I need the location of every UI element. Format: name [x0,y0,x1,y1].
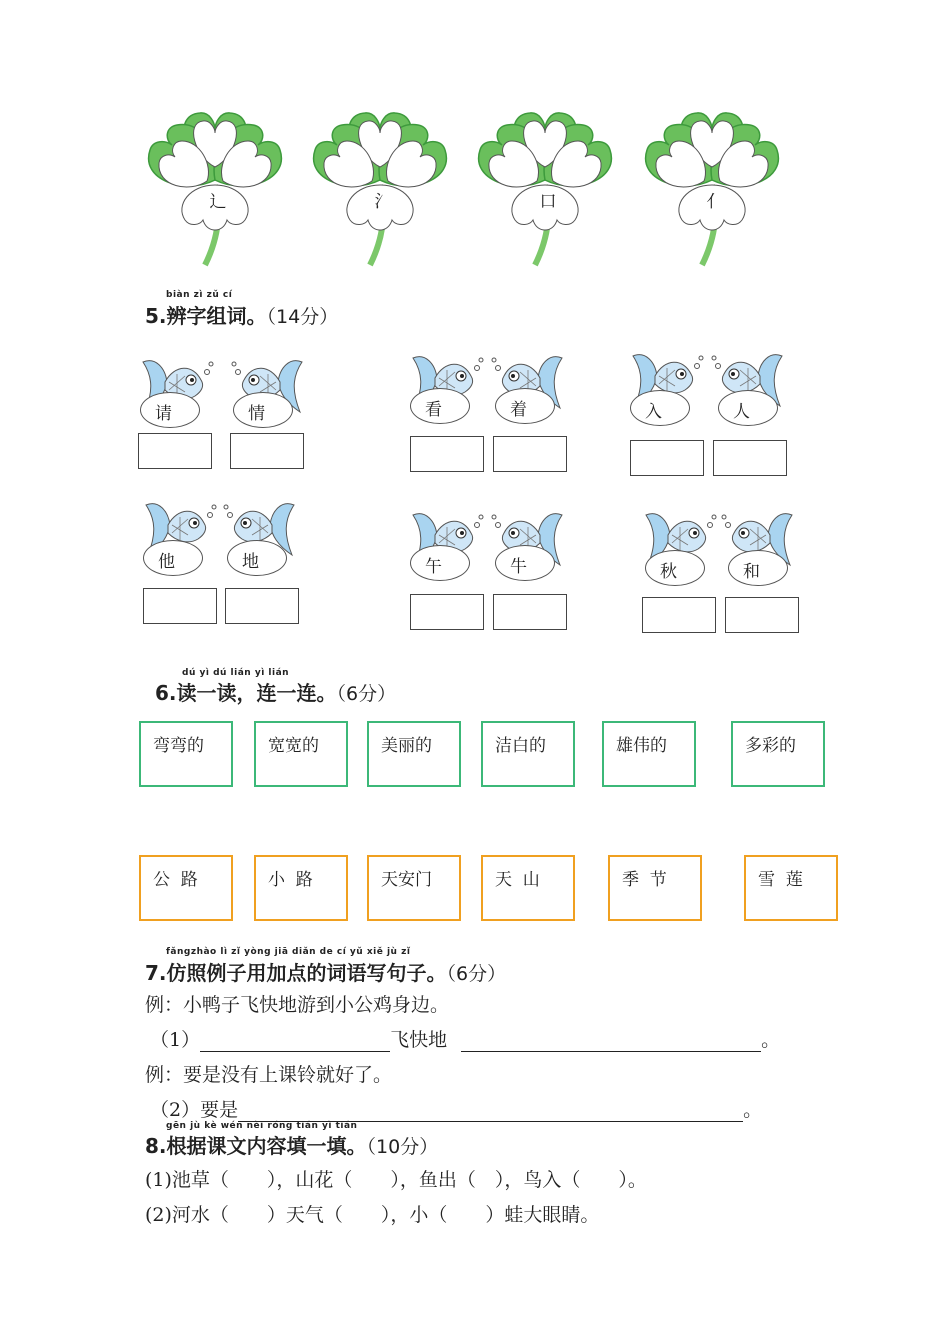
char-label: 请 [155,404,172,424]
char-label: 牛 [510,557,527,577]
clover-label: 亻 [706,192,724,212]
q7-pinyin: fǎngzhào lì zǐ yòng jiā diǎn de cí yǔ xiě jù zǐ [166,947,411,957]
char-bubble [410,545,470,581]
char-label: 地 [242,552,259,572]
char-bubble [718,390,778,426]
char-bubble [630,390,690,426]
q6-score: （6分） [336,683,397,705]
char-bubble [495,388,555,424]
q6-title-text: 6.读一读，连一连。 [155,681,337,705]
clover-label: 口 [539,192,557,212]
char-label: 入 [645,402,662,422]
word-box-bottom[interactable]: 季 节 [608,855,702,921]
clover-1 [145,105,285,270]
q5-title-text: 5.辨字组词。 [145,304,267,328]
q5-title [145,300,338,329]
answer-box[interactable] [225,588,299,624]
q7-score: （6分） [446,963,507,985]
char-label: 秋 [660,562,677,582]
char-label: 情 [248,404,265,424]
answer-box[interactable] [143,588,217,624]
word-box-top[interactable]: 雄伟的 [602,721,696,787]
char-bubble [143,540,203,576]
answer-box[interactable] [138,433,212,469]
answer-box[interactable] [713,440,787,476]
q7-example-2: 例：要是没有上课铃就好了。 [145,1064,393,1086]
q8-line-1: (1)池草（ ），山花（ ），鱼出（ ），鸟入（ ）。 [145,1169,647,1191]
answer-box[interactable] [642,597,716,633]
q5-score: （14分） [266,306,339,328]
q7-line-1 [150,1025,780,1052]
q7-title [145,957,506,986]
q6-pinyin: dú yì dú lián yì lián [182,668,290,678]
answer-box[interactable] [230,433,304,469]
char-bubble [233,392,293,428]
char-label: 着 [510,400,527,420]
word-box-bottom[interactable]: 雪 莲 [744,855,838,921]
char-label: 人 [733,402,750,422]
answer-box[interactable] [493,436,567,472]
char-label: 和 [743,562,760,582]
word-box-top[interactable]: 宽宽的 [254,721,348,787]
word-box-top[interactable]: 洁白的 [481,721,575,787]
answer-box[interactable] [493,594,567,630]
q8-pinyin: gēn jù kè wén nèi róng tián yì tián [166,1121,358,1131]
q7-title-text: 7.仿照例子用加点的词语写句子。 [145,961,447,985]
q7-line-end: 。 [761,1029,781,1051]
q7-line-2 [150,1095,762,1122]
clover-2 [310,105,450,270]
char-bubble [728,550,788,586]
answer-blank[interactable] [200,1031,390,1052]
answer-blank[interactable] [238,1101,743,1122]
q8-line-2: (2)河水（ ）天气（ ），小（ ）蛙大眼睛。 [145,1204,600,1226]
word-box-bottom[interactable]: 小 路 [254,855,348,921]
clover-4 [642,105,782,270]
word-box-bottom[interactable]: 公 路 [139,855,233,921]
q7-example-1: 例：小鸭子飞快地游到小公鸡身边。 [145,994,450,1016]
answer-blank[interactable] [461,1031,761,1052]
char-label: 他 [158,552,175,572]
word-box-top[interactable]: 多彩的 [731,721,825,787]
char-bubble [495,545,555,581]
char-bubble [140,392,200,428]
char-label: 午 [425,557,442,577]
word-box-top[interactable]: 弯弯的 [139,721,233,787]
answer-box[interactable] [410,594,484,630]
q8-score: （10分） [366,1136,439,1158]
word-box-bottom[interactable]: 天安门 [367,855,461,921]
q5-pinyin: biàn zì zǔ cí [166,290,233,300]
answer-box[interactable] [630,440,704,476]
answer-box[interactable] [725,597,799,633]
clover-label: 氵 [374,192,392,212]
q8-title [145,1130,438,1159]
q7-line-1-mid: 飞快地 [390,1029,448,1051]
q7-line-2-prefix: （2）要是 [150,1099,239,1121]
char-bubble [645,550,705,586]
q7-line-1-prefix: （1） [150,1029,201,1051]
q6-title [155,677,396,706]
q8-title-text: 8.根据课文内容填一填。 [145,1134,367,1158]
char-label: 看 [425,400,442,420]
clover-label: 辶 [209,192,227,212]
word-box-top[interactable]: 美丽的 [367,721,461,787]
word-box-bottom[interactable]: 天 山 [481,855,575,921]
char-bubble [410,388,470,424]
char-bubble [227,540,287,576]
q7-line-end: 。 [743,1099,763,1121]
clover-3 [475,105,615,270]
answer-box[interactable] [410,436,484,472]
